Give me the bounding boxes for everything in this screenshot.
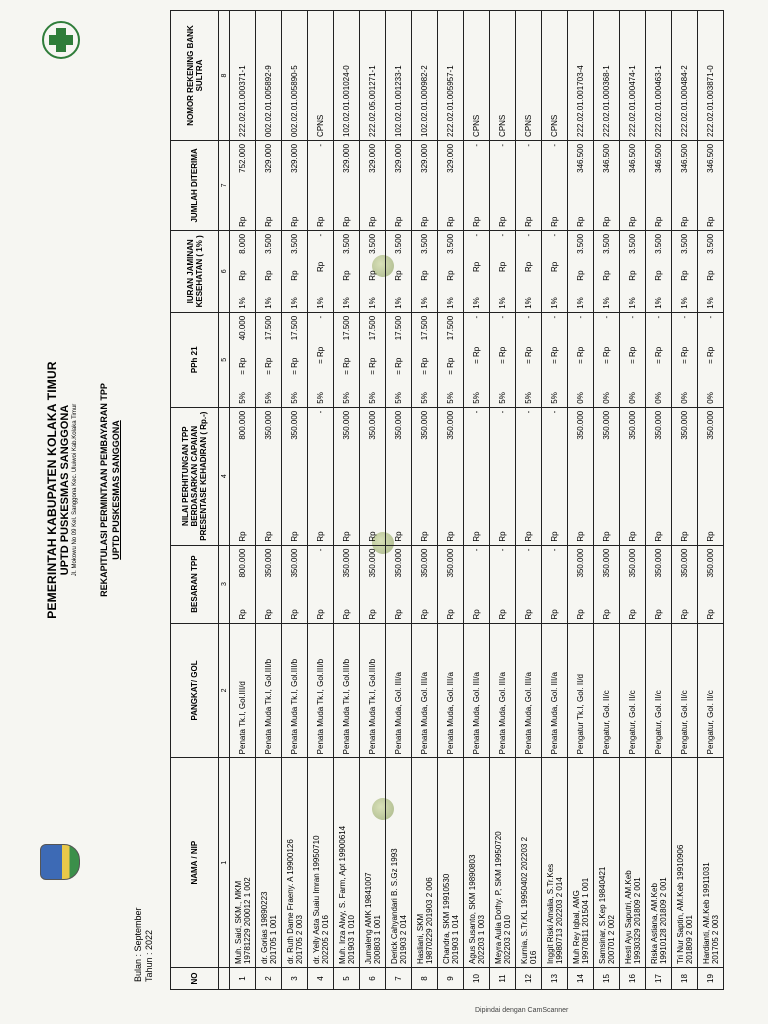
pph21-amount: 5% = Rp 17.500 [386, 312, 412, 407]
tpp-calculated: Rp 350.000 [594, 407, 620, 545]
right-logo-block [42, 10, 80, 70]
table-row [542, 11, 568, 990]
document-title [98, 240, 122, 740]
tpp-amount: Rp 350.000 [620, 545, 646, 623]
net-received: Rp 329.000 [334, 140, 360, 230]
health-insurance-amount: 1% Rp 3.500 [646, 230, 672, 312]
tpp-calculated: Rp 800.000 [230, 407, 256, 545]
net-received: Rp 329.000 [282, 140, 308, 230]
col-header-nilai: NILAI PERHITUNGAN TPP BERDASARKAN CAPAIAN PRESENTASE KEHADIRAN ( Rp.-) [171, 407, 219, 545]
rank-grade: Pengatur, Gol. II/c [620, 623, 646, 758]
rank-grade: Penata Muda, Gol. III/a [516, 623, 542, 758]
row-number: 1 [230, 968, 256, 990]
rank-grade: Penata Muda Tk.I, Gol.III/b [334, 623, 360, 758]
employee-name-nip: Muh. Said, SKM., MKM 19781229 200012 1 002 [230, 758, 256, 968]
bank-account-number: 222.02.05.001271-1 [360, 11, 386, 141]
net-received: Rp 346.500 [568, 140, 594, 230]
tpp-calculated: Rp 350.000 [698, 407, 724, 545]
rank-grade: Penata Muda, Gol. III/a [438, 623, 464, 758]
tpp-calculated: Rp - [490, 407, 516, 545]
row-number: 8 [412, 968, 438, 990]
health-insurance-amount: 1% Rp - [490, 230, 516, 312]
tpp-amount: Rp 800.000 [230, 545, 256, 623]
health-insurance-amount: 1% Rp 3.500 [282, 230, 308, 312]
table-row [672, 11, 698, 990]
employee-name-nip: Meyra Aulia Dothy. P, SKM 19950720 202203 2 010 [490, 758, 516, 968]
rank-grade: Penata Muda Tk.I, Gol.III/b [282, 623, 308, 758]
tpp-amount: Rp 350.000 [568, 545, 594, 623]
row-number: 7 [386, 968, 412, 990]
row-number: 3 [282, 968, 308, 990]
employee-name-nip: Tri Nur Saptin, AM.Keb 19910906 201809 2 001 [672, 758, 698, 968]
pph21-amount: 5% = Rp - [464, 312, 490, 407]
row-number: 11 [490, 968, 516, 990]
col-number: 7 [219, 140, 230, 230]
bank-account-number: 102.02.01.001233-1 [386, 11, 412, 141]
employee-name-nip: Derick Cahyandari B. S.Gz 1993 201903 2 014 [386, 758, 412, 968]
employee-name-nip: Muh Rey Iqbal, AMG 19970811 201504 1 001 [568, 758, 594, 968]
col-header-rekening: NOMOR REKENING BANK SULTRA [171, 11, 219, 141]
rank-grade: Penata Muda, Gol. III/a [490, 623, 516, 758]
col-number: 1 [219, 758, 230, 968]
health-insurance-amount: 1% Rp 3.500 [698, 230, 724, 312]
pph21-amount: 5% = Rp 17.500 [360, 312, 386, 407]
unit-name: UPTD PUSKESMAS SANGGONA [59, 404, 71, 576]
health-insurance-amount: 1% Rp - [542, 230, 568, 312]
employee-name-nip: Hesti Ayu Saputri, AM.Keb 19930329 201809 2 001 [620, 758, 646, 968]
pph21-amount: 5% = Rp 40.000 [230, 312, 256, 407]
net-received: Rp - [516, 140, 542, 230]
tpp-calculated: Rp 350.000 [646, 407, 672, 545]
rank-grade: Pengatur Tk.I, Gol. II/d [568, 623, 594, 758]
net-received: Rp - [490, 140, 516, 230]
bank-account-number: 222.02.01.000484-2 [672, 11, 698, 141]
tpp-calculated: Rp 350.000 [412, 407, 438, 545]
rank-grade: Penata Muda Tk.I, Gol.III/b [256, 623, 282, 758]
health-insurance-amount: 1% Rp 3.500 [672, 230, 698, 312]
employee-name-nip: dr. Yelly Asta Suaiu Imran 19950710 202205 2 016 [308, 758, 334, 968]
table-row [360, 11, 386, 990]
employee-name-nip: Riska Astiana, AM.Keb 19910128 201809 2 001 [646, 758, 672, 968]
tpp-calculated: Rp 350.000 [282, 407, 308, 545]
rank-grade: Penata Muda, Gol. III/a [386, 623, 412, 758]
row-number: 19 [698, 968, 724, 990]
pph21-amount: 0% = Rp - [672, 312, 698, 407]
bank-account-number: CPNS [542, 11, 568, 141]
employee-name-nip: dr. Ruth Dame Fraeny. A 19900126 201705 2 003 [282, 758, 308, 968]
tpp-calculated: Rp - [542, 407, 568, 545]
bank-account-number: 102.02.01.000982-2 [412, 11, 438, 141]
col-number: 2 [219, 623, 230, 758]
col-number: 3 [219, 545, 230, 623]
health-insurance-amount: 1% Rp 3.500 [438, 230, 464, 312]
tpp-amount: Rp - [490, 545, 516, 623]
employee-name-nip: Jumaleng AMK 19841007 200803 1 001 [360, 758, 386, 968]
tpp-amount: Rp 350.000 [282, 545, 308, 623]
tpp-amount: Rp 350.000 [672, 545, 698, 623]
tpp-amount: Rp 350.000 [386, 545, 412, 623]
table-row [646, 11, 672, 990]
employee-name-nip: Muh. Irza Alwy, S. Farm, Apt 19900614 201903 1 010 [334, 758, 360, 968]
tpp-calculated: Rp - [516, 407, 542, 545]
tpp-amount: Rp - [464, 545, 490, 623]
rank-grade: Penata Muda, Gol. III/a [412, 623, 438, 758]
health-insurance-amount: 1% Rp 3.500 [594, 230, 620, 312]
employee-name-nip: dr. Gorias 19890223 201705 1 001 [256, 758, 282, 968]
health-insurance-amount: 1% Rp 3.500 [620, 230, 646, 312]
rank-grade: Penata Muda, Gol. III/a [464, 623, 490, 758]
row-number: 17 [646, 968, 672, 990]
net-received: Rp 346.500 [594, 140, 620, 230]
coat-of-arms-logo-icon [40, 844, 80, 880]
bank-account-number: 222.02.01.000371-1 [230, 11, 256, 141]
row-number: 13 [542, 968, 568, 990]
rank-grade: Penata Muda, Gol. III/a [542, 623, 568, 758]
tpp-calculated: Rp 350.000 [386, 407, 412, 545]
col-header-no: NO [171, 968, 219, 990]
row-number: 12 [516, 968, 542, 990]
bank-account-number: 222.02.01.005957-1 [438, 11, 464, 141]
tpp-amount: Rp 350.000 [256, 545, 282, 623]
col-header-besaran: BESARAN TPP [171, 545, 219, 623]
period-month: Bulan : September [133, 907, 143, 982]
tpp-calculated: Rp - [308, 407, 334, 545]
rank-grade: Pengatur, Gol. II/c [672, 623, 698, 758]
table-row [594, 11, 620, 990]
table-row [230, 11, 256, 990]
net-received: Rp - [542, 140, 568, 230]
pph21-amount: 0% = Rp - [698, 312, 724, 407]
employee-name-nip: Agus Susanto, SKM 19890803 202203 1 003 [464, 758, 490, 968]
row-number: 6 [360, 968, 386, 990]
col-number: 4 [219, 407, 230, 545]
col-header-pph: PPh 21 [171, 312, 219, 407]
bank-account-number: CPNS [464, 11, 490, 141]
rank-grade: Pengatur, Gol. II/c [646, 623, 672, 758]
health-insurance-amount: 1% Rp 3.500 [568, 230, 594, 312]
title-line-1: REKAPITULASI PERMINTAAN PEMBAYARAN TPP [99, 383, 109, 597]
employee-name-nip: Hardianti, AM.Keb 19911031 201705 2 003 [698, 758, 724, 968]
bank-account-number: CPNS [308, 11, 334, 141]
letterhead [45, 240, 78, 740]
bank-account-number: 222.02.01.000463-1 [646, 11, 672, 141]
col-header-iuran: IURAN JAMINAN KESEHATAN ( 1% ) [171, 230, 219, 312]
col-number: 8 [219, 11, 230, 141]
net-received: Rp 346.500 [672, 140, 698, 230]
pph21-amount: 5% = Rp - [490, 312, 516, 407]
org-name: PEMERINTAH KABUPATEN KOLAKA TIMUR [45, 361, 59, 619]
table-row [412, 11, 438, 990]
health-insurance-amount: 1% Rp - [516, 230, 542, 312]
net-received: Rp - [464, 140, 490, 230]
tpp-calculated: Rp 350.000 [568, 407, 594, 545]
tpp-amount: Rp 350.000 [594, 545, 620, 623]
table-row [308, 11, 334, 990]
tpp-table [170, 10, 724, 990]
health-insurance-amount: 1% Rp - [308, 230, 334, 312]
period-year: Tahun : 2022 [144, 929, 154, 982]
table-row [256, 11, 282, 990]
table-row [516, 11, 542, 990]
tpp-amount: Rp 350.000 [698, 545, 724, 623]
tpp-amount: Rp 350.000 [360, 545, 386, 623]
net-received: Rp 346.500 [646, 140, 672, 230]
column-number-row [219, 11, 230, 990]
employee-name-nip: Inggit Riski Amalia, S.Tr.Kes 19980713 202203 2 014 [542, 758, 568, 968]
table-row [568, 11, 594, 990]
net-received: Rp 329.000 [256, 140, 282, 230]
table-row [490, 11, 516, 990]
left-logo-block [40, 812, 84, 912]
pph21-amount: 5% = Rp - [516, 312, 542, 407]
table-row [438, 11, 464, 990]
pph21-amount: 5% = Rp 17.500 [412, 312, 438, 407]
net-received: Rp 329.000 [360, 140, 386, 230]
tpp-calculated: Rp 350.000 [438, 407, 464, 545]
rank-grade: Pengatur, Gol. II/c [594, 623, 620, 758]
table-row [282, 11, 308, 990]
net-received: Rp 329.000 [438, 140, 464, 230]
pph21-amount: 0% = Rp - [594, 312, 620, 407]
title-line-2: UPTD PUSKESMAS SANGGONA [111, 420, 121, 560]
row-number: 9 [438, 968, 464, 990]
bank-account-number: 222.02.01.000368-1 [594, 11, 620, 141]
col-number: 6 [219, 230, 230, 312]
row-number: 10 [464, 968, 490, 990]
health-insurance-amount: 1% Rp 3.500 [412, 230, 438, 312]
pph21-amount: 5% = Rp - [542, 312, 568, 407]
col-header-nama: NAMA / NIP [171, 758, 219, 968]
tpp-calculated: Rp 350.000 [360, 407, 386, 545]
col-header-jumlah: JUMLAH DITERIMA [171, 140, 219, 230]
tpp-calculated: Rp - [464, 407, 490, 545]
health-insurance-amount: 1% Rp 3.500 [334, 230, 360, 312]
tpp-amount: Rp - [516, 545, 542, 623]
rank-grade: Penata Muda Tk.I, Gol.III/b [360, 623, 386, 758]
health-insurance-amount: 1% Rp - [464, 230, 490, 312]
bank-account-number: 222.02.01.000474-1 [620, 11, 646, 141]
health-insurance-amount: 1% Rp 3.500 [360, 230, 386, 312]
row-number: 14 [568, 968, 594, 990]
employee-name-nip: Chandra, SKM 19910530 201903 1 014 [438, 758, 464, 968]
pph21-amount: 5% = Rp 17.500 [282, 312, 308, 407]
net-received: Rp 346.500 [698, 140, 724, 230]
employee-name-nip: Kurnia, S.Tr.KL 19950402 202203 2 016 [516, 758, 542, 968]
period-info [133, 907, 155, 982]
row-number: 5 [334, 968, 360, 990]
pph21-amount: 5% = Rp - [308, 312, 334, 407]
col-number: 5 [219, 312, 230, 407]
health-insurance-amount: 1% Rp 3.500 [256, 230, 282, 312]
table-body [230, 11, 724, 990]
address: Jl. Mokowu No 09 Kel. Sanggona Kec. Uluiwoi Kab.Kolaka Timur [72, 403, 78, 577]
tpp-amount: Rp 350.000 [412, 545, 438, 623]
tpp-amount: Rp - [542, 545, 568, 623]
pph21-amount: 5% = Rp 17.500 [334, 312, 360, 407]
tpp-calculated: Rp 350.000 [256, 407, 282, 545]
tpp-amount: Rp 350.000 [646, 545, 672, 623]
row-number: 18 [672, 968, 698, 990]
table-row [464, 11, 490, 990]
row-number: 2 [256, 968, 282, 990]
tpp-calculated: Rp 350.000 [334, 407, 360, 545]
health-insurance-amount: 1% Rp 3.500 [386, 230, 412, 312]
scanner-watermark: Dipindai dengan CamScanner [475, 1007, 569, 1014]
pph21-amount: 5% = Rp 17.500 [256, 312, 282, 407]
net-received: Rp 346.500 [620, 140, 646, 230]
row-number: 4 [308, 968, 334, 990]
row-number: 16 [620, 968, 646, 990]
tpp-calculated: Rp 350.000 [620, 407, 646, 545]
bank-account-number: 002.02.01.005890-5 [282, 11, 308, 141]
table-row [334, 11, 360, 990]
health-insurance-amount: 1% Rp 8.000 [230, 230, 256, 312]
table-row [698, 11, 724, 990]
tpp-amount: Rp 350.000 [438, 545, 464, 623]
table-row [386, 11, 412, 990]
rank-grade: Penata Tk.I, Gol.III/d [230, 623, 256, 758]
bank-account-number: 222.02.01.001703-4 [568, 11, 594, 141]
net-received: Rp 329.000 [412, 140, 438, 230]
employee-name-nip: Samsinar, S.Kep 19840421 200701 2 002 [594, 758, 620, 968]
tpp-amount: Rp - [308, 545, 334, 623]
row-number: 15 [594, 968, 620, 990]
pph21-amount: 0% = Rp - [646, 312, 672, 407]
rank-grade: Pengatur, Gol. II/c [698, 623, 724, 758]
tpp-calculated: Rp 350.000 [672, 407, 698, 545]
pph21-amount: 0% = Rp - [568, 312, 594, 407]
bank-account-number: CPNS [490, 11, 516, 141]
table-row [620, 11, 646, 990]
net-received: Rp - [308, 140, 334, 230]
net-received: Rp 329.000 [386, 140, 412, 230]
employee-name-nip: Hasliani, SKM 19870229 201903 2 006 [412, 758, 438, 968]
pph21-amount: 5% = Rp 17.500 [438, 312, 464, 407]
col-header-pangkat: PANGKAT/ GOL [171, 623, 219, 758]
pph21-amount: 0% = Rp - [620, 312, 646, 407]
bank-account-number: 222.02.01.003871-0 [698, 11, 724, 141]
bank-account-number: 002.02.01.005892-9 [256, 11, 282, 141]
tpp-amount: Rp 350.000 [334, 545, 360, 623]
bank-account-number: CPNS [516, 11, 542, 141]
bank-account-number: 102.02.01.001024-0 [334, 11, 360, 141]
net-received: Rp 752.000 [230, 140, 256, 230]
puskesmas-cross-logo-icon [42, 21, 80, 59]
rank-grade: Penata Muda Tk.I, Gol.III/b [308, 623, 334, 758]
